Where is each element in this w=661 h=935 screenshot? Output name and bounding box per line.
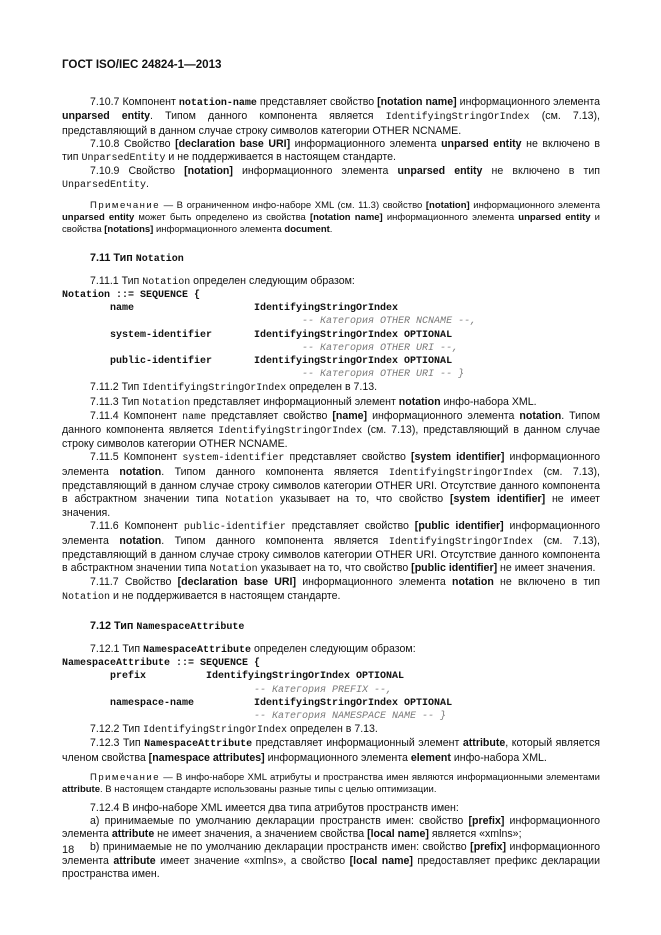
paragraph-7-12-1: 7.12.1 Тип NamespaceAttribute определен следующим образом: bbox=[90, 642, 416, 656]
paragraph-7-11-7: 7.11.7 Свойство [declaration base URI] информационного элемента notation не включено в тип Notation и не поддерживается в настоящем стандарте. bbox=[62, 576, 600, 603]
paragraph-7-10-7: 7.10.7 Компонент notation-name представляет свойство [notation name] информационного элемента unparsed entity. Типом данного компонента является IdentifyingStringOrIndex (см. 7.13), представляющий в данном случае строку символов категории OTHER NCNAME. bbox=[62, 96, 600, 137]
paragraph-7-12-3: 7.12.3 Тип NamespaceAttribute представляет информационный элемент attribute, который является членом свойства [namespace attributes] информационного элемента element инфо-набора XML. bbox=[62, 737, 601, 764]
code-block-notation bbox=[62, 289, 600, 381]
paragraph-7-12-4: 7.12.4 В инфо-наборе XML имеется два типа атрибутов пространств имен: bbox=[90, 801, 459, 814]
document-header: ГОСТ ISO/IEC 24824-1—2013 bbox=[62, 58, 222, 71]
code-comment: -- Категория OTHER URI --, bbox=[62, 342, 459, 354]
code-line: NamespaceAttribute ::= SEQUENCE { bbox=[62, 658, 261, 670]
paragraph-7-10-8: 7.10.8 Свойство [declaration base URI] информационного элемента unparsed entity не включено в тип UnparsedEntity и не поддерживается в настоящем стандарте. bbox=[62, 137, 600, 165]
code-block-namespace-attribute bbox=[62, 657, 600, 723]
code-line: Notation ::= SEQUENCE { bbox=[62, 290, 201, 302]
code-line: system-identifier IdentifyingStringOrIndex OPTIONAL bbox=[62, 329, 453, 341]
page-number: 18 bbox=[62, 844, 75, 856]
code-line: prefix IdentifyingStringOrIndex OPTIONAL bbox=[62, 671, 405, 683]
code-line: name IdentifyingStringOrIndex bbox=[62, 303, 399, 315]
section-heading-7-12: 7.12 Тип NamespaceAttribute bbox=[90, 619, 245, 633]
paragraph-7-11-2: 7.11.2 Тип IdentifyingStringOrIndex определен в 7.13. bbox=[90, 381, 378, 395]
code-comment: -- Категория OTHER NCNAME --, bbox=[62, 316, 477, 328]
code-line: namespace-name IdentifyingStringOrIndex OPTIONAL bbox=[62, 697, 453, 709]
paragraph-7-11-1: 7.11.1 Тип Notation определен следующим образом: bbox=[90, 274, 355, 288]
paragraph-7-11-5: 7.11.5 Компонент system-identifier представляет свойство [system identifier] информационного элемента notation. Типом данного компонента является IdentifyingStringOrIndex (см. 7.13), представляющий в данном случае строку символов категории OTHER URI. Отсутствие данного компонента в абстрактном значении типа Notation указывает на то, что свойство [system identifier] не имеет значения. bbox=[62, 451, 601, 520]
note-2: Примечание — В инфо-наборе XML атрибуты и пространства имен являются информационными элементами attribute. В настоящем стандарте использованы разные типы с целью оптимизации. bbox=[62, 771, 600, 795]
code-line: public-identifier IdentifyingStringOrIndex OPTIONAL bbox=[62, 356, 453, 368]
paragraph-7-12-2: 7.12.2 Тип IdentifyingStringOrIndex определен в 7.13. bbox=[90, 723, 378, 737]
paragraph-7-10-9: 7.10.9 Свойство [notation] информационного элемента unparsed entity не включено в тип UnparsedEntity. bbox=[62, 165, 600, 192]
paragraph-7-11-6: 7.11.6 Компонент public-identifier представляет свойство [public identifier] информационного элемента notation. Типом данного компонента является IdentifyingStringOrIndex (см. 7.13), представляющий в данном случае строку символов категории OTHER URI. Отсутствие данного компонента в абстрактном значении типа Notation указывает на то, что свойство [public identifier] не имеет значения. bbox=[62, 520, 600, 576]
code-comment: -- Категория PREFIX --, bbox=[62, 684, 393, 696]
list-item-b: b) принимаемые не по умолчанию декларации пространств имен: свойство [prefix] информационного элемента attribute имеет значение «xmlns», а свойство [local name] предоставляет префикс декларации пространства имен. bbox=[62, 841, 600, 880]
paragraph-7-11-3: 7.11.3 Тип Notation представляет информационный элемент notation инфо-набора XML. bbox=[90, 395, 537, 409]
list-item-a: a) принимаемые по умолчанию декларации пространств имен: свойство [prefix] информационного элемента attribute не имеет значения, а значением свойства [local name] является «xmlns»; bbox=[62, 814, 600, 841]
section-heading-7-11: 7.11 Тип Notation bbox=[90, 251, 184, 265]
note-1: Примечание — В ограниченном инфо-наборе XML (см. 11.3) свойство [notation] информационного элемента unparsed entity может быть определено из свойства [notation name] информационного элемента unparsed entity и свойства [notations] информационного элемента document. bbox=[62, 199, 600, 235]
document-page bbox=[62, 58, 600, 881]
paragraph-7-11-4: 7.11.4 Компонент name представляет свойство [name] информационного элемента notation. Типом данного компонента является IdentifyingStringOrIndex (см. 7.13), представляющий в данном случае строку символов категории OTHER NCNAME. bbox=[62, 409, 600, 451]
code-comment: -- Категория OTHER URI -- } bbox=[62, 369, 465, 381]
code-comment: -- Категория NAMESPACE NAME -- } bbox=[62, 710, 447, 722]
